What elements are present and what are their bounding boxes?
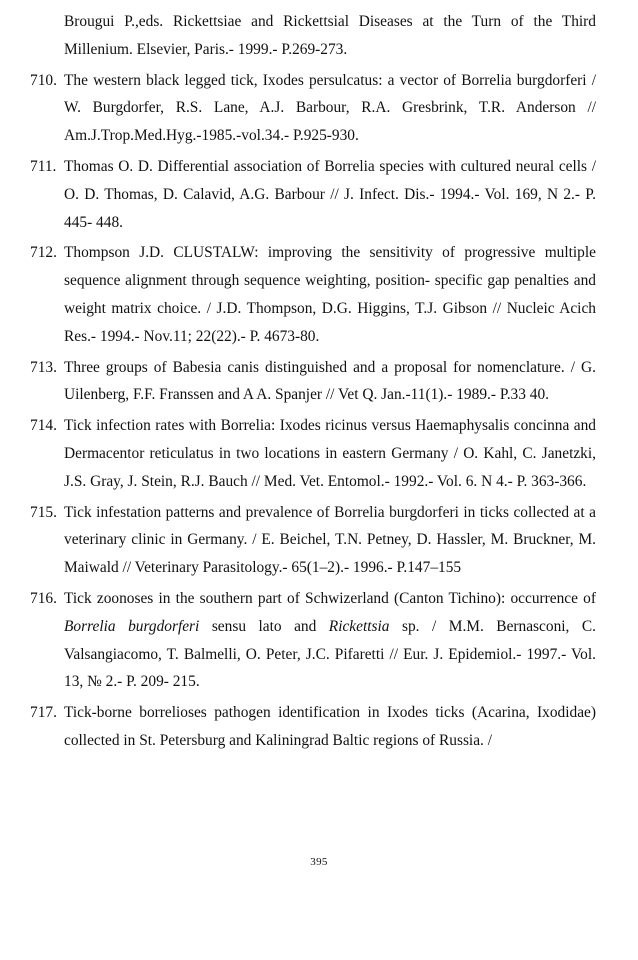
- reference-text: [64, 590, 596, 690]
- reference-text: Three groups of Babesia canis distinguished and a proposal for nomenclature. / G. Uilenberg, F.F. Franssen and A A. Spanjer // Vet Q. Jan.-11(1).- 1989.- P.33 40.: [64, 358, 596, 404]
- page-number: 395: [310, 856, 328, 868]
- reference-text: Tick infection rates with Borrelia: Ixodes ricinus versus Haemaphysalis concinna and Dermacentor reticulatus in two locations in eastern Germany / O. Kahl, C. Janetzki, J.S. Gray, J. Stein, R.J. Bauch // Med. Vet. Entomol.- 1992.- Vol. 6. N 4.- P. 363-366.: [64, 417, 596, 490]
- reference-text-part: sensu lato and: [199, 617, 329, 635]
- italic-species-name: Borrelia burgdorferi: [64, 617, 200, 635]
- reference-text: Thomas O. D. Differential association of Borrelia species with cultured neural cells / O. D. Thomas, D. Calavid, A.G. Barbour // J. Infect. Dis.- 1994.- Vol. 169, N 2.- P. 445- 448.: [64, 157, 596, 231]
- reference-entry-711: [30, 153, 596, 236]
- reference-entry-717: [30, 699, 596, 755]
- reference-number: 715.: [30, 503, 57, 521]
- reference-entry-continuation: [30, 8, 596, 64]
- reference-entry-713: [30, 354, 596, 410]
- reference-text-part: sp. / M.M. Bernasconi, C. Valsangiacomo, T. Balmelli, O. Peter, J.C. Pifaretti // Eur. J. Epidemiol.- 1997.- Vol. 13, № 2.- P. 209- 215.: [64, 617, 596, 691]
- reference-number: 712.: [30, 244, 57, 262]
- reference-text: The western black legged tick, Ixodes persulcatus: a vector of Borrelia burgdorferi / W. Burgdorfer, R.S. Lane, A.J. Barbour, R.A. Gresbrink, T.R. Anderson // Am.J.Trop.Med.Hyg.-1985.-vol.34.- P.925-930.: [64, 71, 596, 145]
- reference-entry-712: [30, 239, 596, 350]
- reference-number: 716.: [30, 589, 57, 607]
- reference-number: 717.: [30, 704, 57, 722]
- reference-text: Brougui P.,eds. Rickettsiae and Rickettsial Diseases at the Turn of the Third Millenium. Elsevier, Paris.- 1999.- P.269-273.: [64, 13, 596, 58]
- reference-number: 714.: [30, 417, 57, 435]
- reference-number: 710.: [30, 71, 57, 89]
- reference-entry-714: [30, 412, 596, 495]
- reference-entry-716: [30, 585, 596, 696]
- reference-list: [30, 8, 596, 755]
- reference-text-part: Tick zoonoses in the southern part of Schwizerland (Canton Tichino): occurrence of: [64, 589, 596, 607]
- italic-genus-name: Rickettsia: [328, 617, 390, 635]
- reference-text: Tick-borne borrelioses pathogen identification in Ixodes ticks (Acarina, Ixodidae) collected in St. Petersburg and Kaliningrad Baltic regions of Russia. /: [64, 704, 596, 749]
- reference-number: 713.: [30, 358, 57, 376]
- reference-entry-715: [30, 499, 596, 582]
- reference-text: Thompson J.D. CLUSTALW: improving the sensitivity of progressive multiple sequence alignment through sequence weighting, position- specific gap penalties and weight matrix choice. / J.D. Thompson, D.G. Higgins, T.J. Gibson // Nucleic Acich Res.- 1994.- Nov.11; 22(22).- P. 4673-80.: [64, 244, 596, 345]
- reference-text: Tick infestation patterns and prevalence of Borrelia burgdorferi in ticks collected at a veterinary clinic in Germany. / E. Beichel, T.N. Petney, D. Hassler, M. Bruckner, M. Maiwald // Veterinary Parasitology.- 65(1–2).- 1996.- P.147–155: [64, 503, 596, 577]
- reference-number: 711.: [30, 157, 57, 175]
- reference-entry-710: [30, 67, 596, 150]
